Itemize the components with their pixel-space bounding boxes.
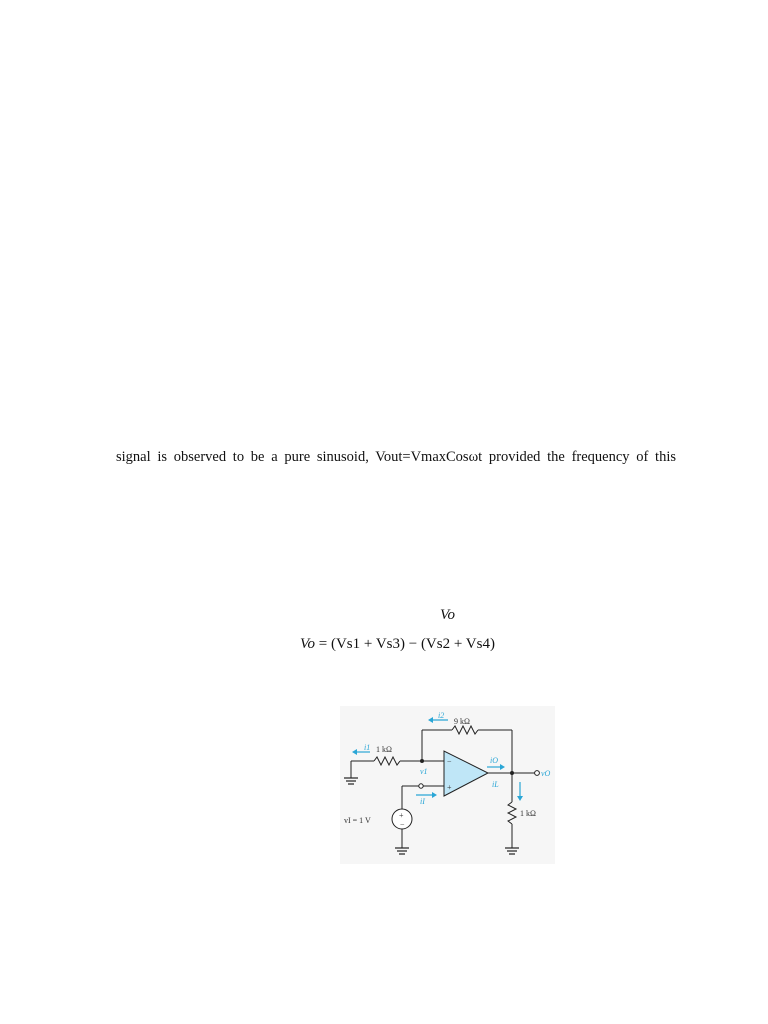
label-il: iL [492,780,499,789]
label-i2: i2 [438,711,445,720]
paragraph-line: signal is observed to be a pure sinusoid, Vout=VmaxCosωt provided the frequency of this [116,449,676,465]
opamp-circuit-figure [340,706,555,864]
label-v1: v1 [420,767,428,776]
label-plus: + [447,783,452,792]
terminal-plus-input [419,784,423,788]
equation-lhs: Vo [300,636,315,652]
label-vo: vO [541,769,551,778]
label-r-load: 1 kΩ [520,809,536,818]
label-r-feedback: 9 kΩ [454,717,470,726]
label-source-plus: + [399,811,404,820]
label-minus: − [447,757,452,766]
equation-rhs: = (Vs1 + Vs3) − (Vs2 + Vs4) [318,636,495,652]
terminal-output [535,771,540,776]
junction-node-output [510,771,514,775]
equation-output-voltage [300,636,495,653]
label-source: vI = 1 V [344,816,371,825]
junction-node-input [420,759,424,763]
label-ii: iI [420,797,425,806]
circuit-diagram [340,706,555,864]
label-i1: i1 [364,743,371,752]
equation-vo-symbol: Vo [440,607,455,623]
label-io: iO [490,756,498,765]
label-source-minus: − [400,820,405,829]
label-r-input: 1 kΩ [376,745,392,754]
